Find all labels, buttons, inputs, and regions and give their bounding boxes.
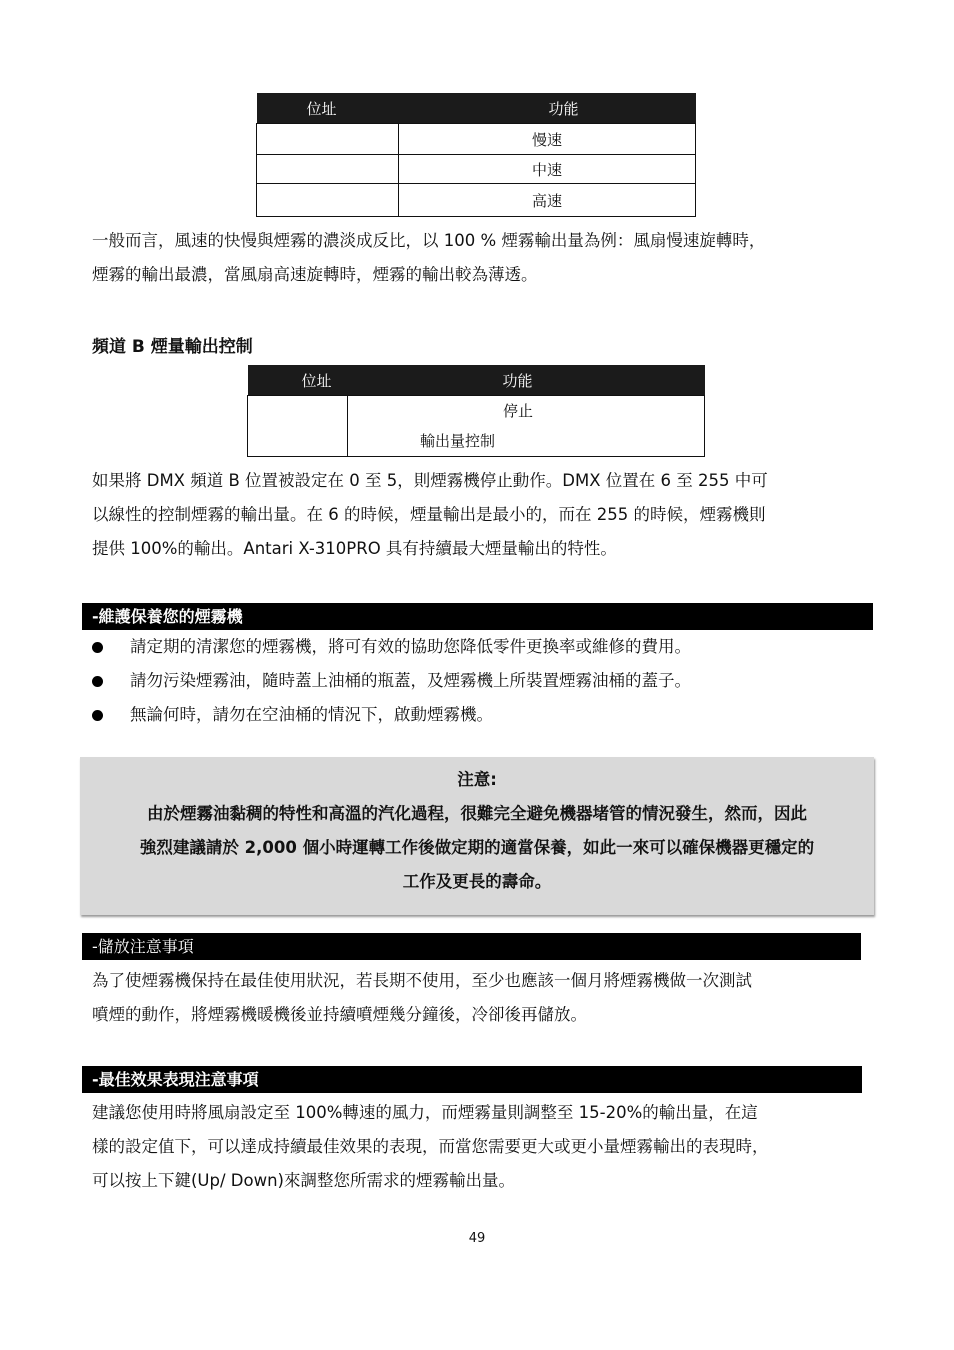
table-cell: 輸出量控制 <box>420 432 496 450</box>
table-cell: 高速 <box>399 184 696 217</box>
table-cell: 停止 <box>503 402 534 420</box>
list-item: 無論何時，請勿在空油桶的情況下，啟動煙霧機。 <box>92 698 691 732</box>
table-cell: 中速 <box>399 155 696 184</box>
table-cell <box>257 124 399 155</box>
caution-box <box>80 757 874 915</box>
caution-text: 工作及更長的壽命。 <box>402 872 552 891</box>
list-item: 請勿污染煙霧油，隨時蓋上油桶的瓶蓋，及煙霧機上所裝置煙霧油桶的蓋子。 <box>92 664 691 698</box>
storage-paragraph: 為了使煙霧機保持在最佳使用狀況，若長期不使用，至少也應該一個月將煙霧機做一次測試 噴煙的動作，將煙霧機暖機後並持續噴煙幾分鐘後，冷卻後再儲放。 <box>92 971 752 1024</box>
list-item: 請定期的清潔您的煙霧機，將可有效的協助您降低零件更換率或維修的費用。 <box>92 630 691 664</box>
smoke-output-table <box>247 365 705 457</box>
best-effect-paragraph: 建議您使用時將風扇設定至 100%轉速的風力，而煙霧量則調整至 15-20%的輸出量，在這 樣的設定值下，可以達成持續最佳效果的表現，而當您需要更大或更小量煙霧輸出的表現時， 可以按上下鍵(Up/ Down)來調整您所需求的煙霧輸出量。 <box>92 1103 769 1190</box>
table-header-address: 位址 <box>257 93 399 124</box>
fan-speed-table <box>256 93 696 217</box>
caution-title: 注意: <box>457 770 497 789</box>
table-header-function: 功能 <box>399 93 696 124</box>
bullet-icon <box>92 710 103 721</box>
maintenance-list <box>92 630 691 732</box>
table-cell <box>257 184 399 217</box>
section-bar-maintenance: -維護保養您的煙霧機 <box>82 603 873 630</box>
page-number: 49 <box>468 1231 486 1246</box>
bullet-icon <box>92 642 103 653</box>
section-bar-storage: -儲放注意事項 <box>82 933 861 960</box>
fan-speed-paragraph: 一般而言，風速的快慢與煙霧的濃淡成反比，以 100 % 煙霧輸出量為例：風扇慢速旋轉時， 煙霧的輸出最濃，當風扇高速旋轉時，煙霧的輸出較為薄透。 <box>92 231 766 284</box>
bullet-icon <box>92 676 103 687</box>
table-header-function: 功能 <box>348 365 705 396</box>
table-header-address: 位址 <box>248 365 348 396</box>
table-cell: 慢速 <box>399 124 696 155</box>
caution-text: 由於煙霧油黏稠的特性和高溫的汽化過程，很難完全避免機器堵管的情況發生，然而，因此 <box>147 804 807 823</box>
caution-text: 強烈建議請於 2,000 個小時運轉工作後做定期的適當保養，如此一來可以確保機器更穩定的 <box>139 838 815 857</box>
section-bar-best-effect: -最佳效果表現注意事項 <box>82 1066 862 1093</box>
channel-b-heading: 頻道 B 煙量輸出控制 <box>92 337 253 357</box>
table-cell <box>248 396 348 457</box>
dmx-paragraph: 如果將 DMX 頻道 B 位置被設定在 0 至 5，則煙霧機停止動作。DMX 位置在 6 至 255 中可 以線性的控制煙霧的輸出量。在 6 的時候，煙量輸出是最小的，而在 255 的時候，煙霧機則 提供 100%的輸出。Antari X-310PRO 具有持續最大煙量輸出的特性。 <box>92 471 768 558</box>
table-cell <box>257 155 399 184</box>
